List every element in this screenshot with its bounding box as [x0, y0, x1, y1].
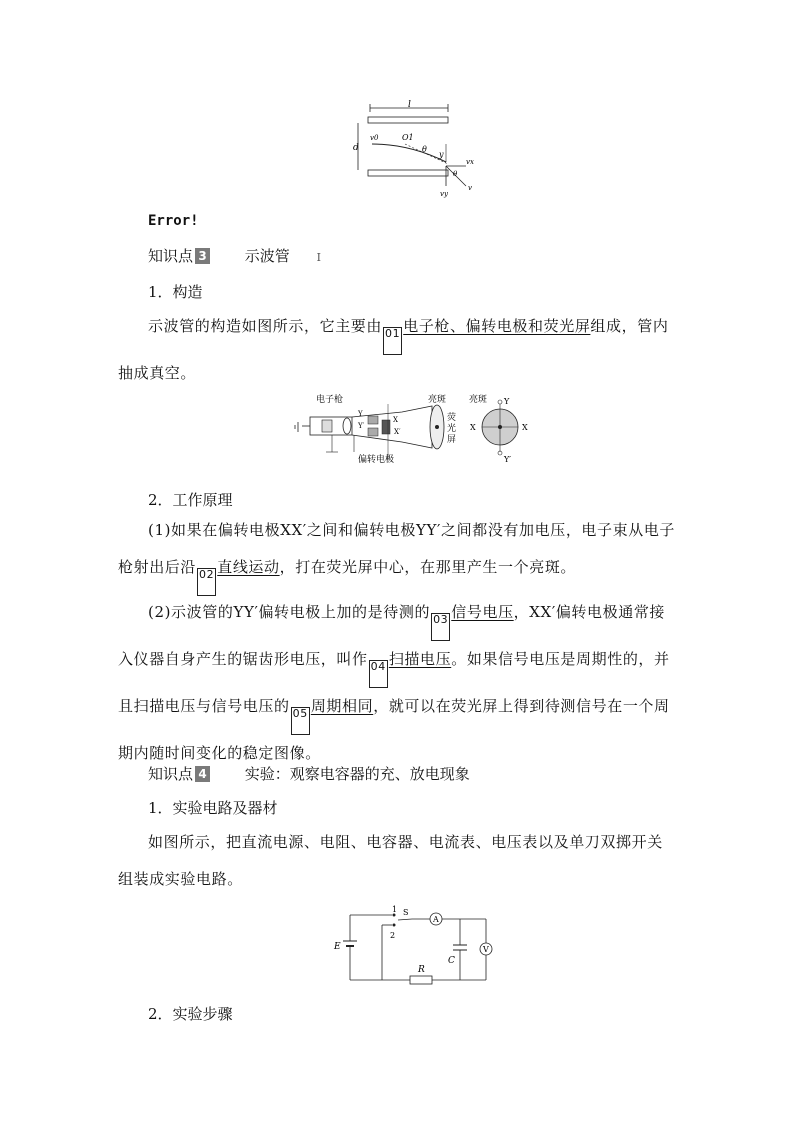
- screen-xl-label: X: [470, 423, 476, 432]
- theta-label-2: θ: [453, 170, 458, 178]
- error-text: Error!: [148, 213, 199, 229]
- capacitor-circuit-diagram: [330, 903, 500, 988]
- knowledge-point-4: [148, 764, 470, 784]
- v-label: v: [468, 184, 472, 192]
- kp3-title: 示波管: [244, 247, 290, 265]
- screen-yprime-label: Y′: [504, 455, 512, 464]
- spot-label-2: 亮斑: [469, 395, 488, 405]
- resistor-label: R: [418, 965, 425, 975]
- electrode-x-label: X: [393, 416, 398, 424]
- structure-paragraph: [118, 308, 678, 392]
- answer-03: 信号电压: [451, 603, 514, 621]
- answer-box-01: 01: [383, 327, 402, 355]
- y-label: y: [439, 150, 444, 159]
- electrode-xprime-label: X′: [394, 428, 401, 436]
- text-segment: ，打在荧光屏中心，在那里产生一个亮斑。: [279, 558, 577, 576]
- kp3-number-badge: 3: [195, 248, 210, 264]
- plate-distance-label: d: [353, 143, 359, 153]
- screen-x-label: X: [522, 423, 528, 432]
- principle-paragraph-1: [118, 512, 678, 596]
- ammeter-label: A: [433, 915, 439, 924]
- answer-box-04: 04: [369, 660, 388, 688]
- screen-char-2: 光: [447, 424, 457, 434]
- kp4-prefix: 知识点: [148, 765, 194, 783]
- text-segment: 示波管的构造如图所示，它主要由: [148, 317, 383, 335]
- answer-box-05: 05: [291, 707, 310, 735]
- vy-label: vy: [440, 190, 448, 198]
- text-segment: 组成，管内抽成真空。: [118, 317, 669, 382]
- switch-pos-1: 1: [392, 905, 398, 914]
- o1-label: O1: [402, 133, 414, 142]
- text-segment: (1)如果在偏转电极XX′之间和偏转电极YY′之间都没有加电压，电子束从电子枪射出后沿: [118, 521, 676, 576]
- text-segment: ，就可以在荧光屏上得到待测信号在一个周期内随时间变化的稳定图像。: [118, 697, 670, 762]
- kp4-title: 实验：观察电容器的充、放电现象: [244, 765, 470, 783]
- electrode-y-label: Y: [358, 410, 363, 418]
- answer-02: 直线运动: [217, 558, 280, 576]
- switch-pos-2: 2: [390, 931, 396, 940]
- answer-box-03: 03: [431, 613, 450, 641]
- electrode-label: 偏转电极: [358, 455, 395, 465]
- switch-label: S: [403, 908, 409, 917]
- emf-label: E: [334, 942, 341, 952]
- theta-label: θ: [422, 145, 427, 154]
- screen-char-1: 荧: [447, 413, 457, 423]
- section-steps-heading: 2．实验步骤: [148, 1005, 233, 1023]
- text-segment: ，XX′偏转电极通常接入仪器自身产生的锯齿形电压，叫作: [118, 603, 666, 668]
- voltmeter-label: V: [483, 945, 489, 954]
- answer-box-02: 02: [197, 568, 216, 596]
- length-label: l: [408, 100, 411, 110]
- principle-paragraph-2: [118, 594, 678, 772]
- screen-char-3: 屏: [447, 435, 457, 445]
- spot-label-1: 亮斑: [428, 395, 447, 405]
- vx-label: vx: [466, 158, 474, 166]
- kp3-prefix: 知识点: [148, 247, 194, 265]
- section-principle-heading: 2．工作原理: [148, 491, 233, 509]
- circuit-paragraph: 如图所示，把直流电源、电阻、电容器、电流表、电压表以及单刀双掷开关组装成实验电路。: [118, 833, 663, 888]
- capacitor-label: C: [448, 956, 455, 966]
- oscilloscope-tube-diagram: [292, 390, 537, 470]
- answer-05: 周期相同: [310, 697, 374, 715]
- gun-label: 电子枪: [316, 395, 344, 405]
- section-circuit-heading: 1．实验电路及器材: [148, 799, 278, 817]
- knowledge-point-3: [148, 246, 321, 268]
- answer-01: 电子枪、偏转电极和荧光屏: [403, 317, 591, 335]
- text-segment: 。如果信号电压是周期性的，并且扫描电压与信号电压的: [118, 650, 670, 715]
- section-structure-heading: 1．构造: [148, 283, 203, 301]
- v0-label: v0: [370, 134, 379, 142]
- answer-04: 扫描电压: [388, 650, 452, 668]
- electrode-yprime-label: Y′: [358, 422, 365, 430]
- deflection-diagram: [350, 100, 480, 200]
- kp4-number-badge: 4: [195, 766, 210, 782]
- text-segment: (2)示波管的YY′偏转电极上加的是待测的: [148, 603, 431, 621]
- screen-y-label: Y: [504, 397, 510, 406]
- kp3-mark: I: [316, 251, 321, 264]
